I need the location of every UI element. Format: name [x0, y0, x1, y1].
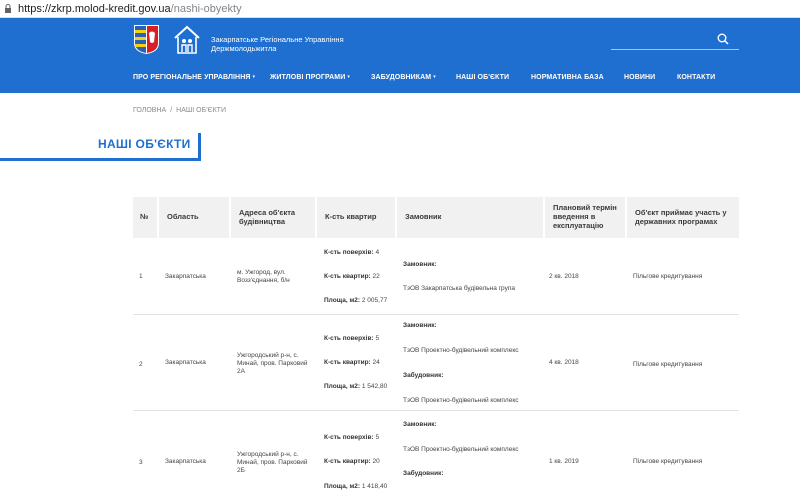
- cell-customer: ТзОВ Закарпатська будівельна група: [403, 285, 515, 292]
- lock-icon: [4, 4, 12, 14]
- chevron-down-icon: ▾: [252, 74, 256, 80]
- cell-customer-label: Замовник:: [403, 322, 437, 329]
- chevron-down-icon: ▾: [347, 74, 350, 80]
- cell-num: 1: [139, 273, 143, 280]
- cell-developer-label: Забудовник:: [403, 372, 444, 379]
- page-title: НАШІ ОБ'ЄКТИ: [98, 137, 191, 151]
- main-navigation: [0, 74, 800, 88]
- cell-term: 4 кв. 2018: [549, 359, 579, 366]
- browser-address-bar[interactable]: [0, 0, 800, 18]
- cell-term: 2 кв. 2018: [549, 273, 579, 280]
- nav-item-about[interactable]: ПРО РЕГІОНАЛЬНЕ УПРАВЛІННЯ ▾: [133, 74, 256, 81]
- page-title-box: [0, 133, 201, 161]
- cell-floors: К-сть поверхів: 4: [324, 249, 380, 256]
- nav-item-our-objects[interactable]: НАШІ ОБ'ЄКТИ: [456, 74, 510, 81]
- breadcrumb-separator: /: [170, 107, 173, 114]
- nav-item-contacts[interactable]: КОНТАКТИ: [677, 74, 716, 81]
- row-divider: [133, 314, 739, 315]
- cell-developer-label: Забудовник:: [403, 470, 444, 477]
- cell-area: Площа, м2: 2 005,77: [324, 297, 388, 304]
- cell-term: 1 кв. 2019: [549, 458, 579, 465]
- agency-house-logo[interactable]: [172, 22, 202, 56]
- nav-item-news[interactable]: НОВИНИ: [624, 74, 656, 81]
- table-header-region: Область: [159, 197, 229, 238]
- coat-of-arms-logo[interactable]: [133, 24, 160, 55]
- breadcrumb-current: НАШІ ОБ'ЄКТИ: [176, 107, 226, 114]
- cell-num: 3: [139, 459, 143, 466]
- cell-customer-label: Замовник:: [403, 421, 437, 428]
- url-text[interactable]: https://zkrp.molod-kredit.gov.ua/nashi-obyekty: [18, 2, 242, 15]
- table-header-programs: Об'єкт приймає участь у державних програмах: [627, 197, 739, 238]
- cell-region: Закарпатська: [165, 458, 206, 465]
- cell-address: Ужгородський р-н, с. Минай, пров. Парковий 2Б: [237, 451, 308, 474]
- cell-floors: К-сть поверхів: 5: [324, 335, 380, 342]
- cell-region: Закарпатська: [165, 273, 206, 280]
- search-icon[interactable]: [717, 33, 729, 45]
- chevron-down-icon: ▾: [433, 74, 436, 80]
- row-divider: [133, 410, 739, 411]
- cell-program: Пільгове кредитування: [633, 273, 703, 280]
- table-header-customer: Замовник: [397, 197, 543, 238]
- cell-customer-label: Замовник:: [403, 261, 437, 268]
- nav-item-developers[interactable]: ЗАБУДОВНИКАМ ▾: [371, 74, 436, 81]
- cell-program: Пільгове кредитування: [633, 458, 703, 465]
- cell-flats: К-сть квартир: 24: [324, 359, 380, 366]
- cell-developer: ТзОВ Проектно-будівельний комплекс: [403, 397, 519, 404]
- organization-name[interactable]: Закарпатське Регіональне Управління Держмолодьжитла: [211, 35, 344, 53]
- table-header-flats: К-сть квартир: [317, 197, 395, 238]
- table-header-address: Адреса об'єкта будівництва: [231, 197, 315, 238]
- table-header-num: №: [133, 197, 157, 238]
- site-header: [0, 18, 800, 93]
- search-input[interactable]: [611, 34, 711, 50]
- search-box[interactable]: [611, 32, 739, 50]
- breadcrumb: [133, 107, 226, 114]
- nav-item-regulations[interactable]: НОРМАТИВНА БАЗА: [531, 74, 604, 81]
- cell-program: Пільгове кредитування: [633, 361, 703, 368]
- cell-area: Площа, м2: 1 542,80: [324, 383, 388, 390]
- cell-flats: К-сть квартир: 20: [324, 458, 380, 465]
- cell-num: 2: [139, 361, 143, 368]
- cell-region: Закарпатська: [165, 359, 206, 366]
- cell-address: Ужгородський р-н, с. Минай, пров. Парковий 2А: [237, 352, 308, 375]
- breadcrumb-home[interactable]: ГОЛОВНА: [133, 107, 167, 114]
- cell-address: м. Ужгород, вул. Возз'єднання, б/н: [237, 269, 290, 284]
- table-header-term: Плановий термін введення в експлуатацію: [545, 197, 625, 238]
- cell-customer: ТзОВ Проектно-будівельний комплекс: [403, 347, 519, 354]
- cell-flats: К-сть квартир: 22: [324, 273, 380, 280]
- cell-customer: ТзОВ Проектно-будівельний комплекс: [403, 446, 519, 453]
- cell-area: Площа, м2: 1 418,40: [324, 483, 388, 490]
- nav-item-housing-programs[interactable]: ЖИТЛОВІ ПРОГРАМИ ▾: [270, 74, 350, 81]
- cell-floors: К-сть поверхів: 5: [324, 434, 380, 441]
